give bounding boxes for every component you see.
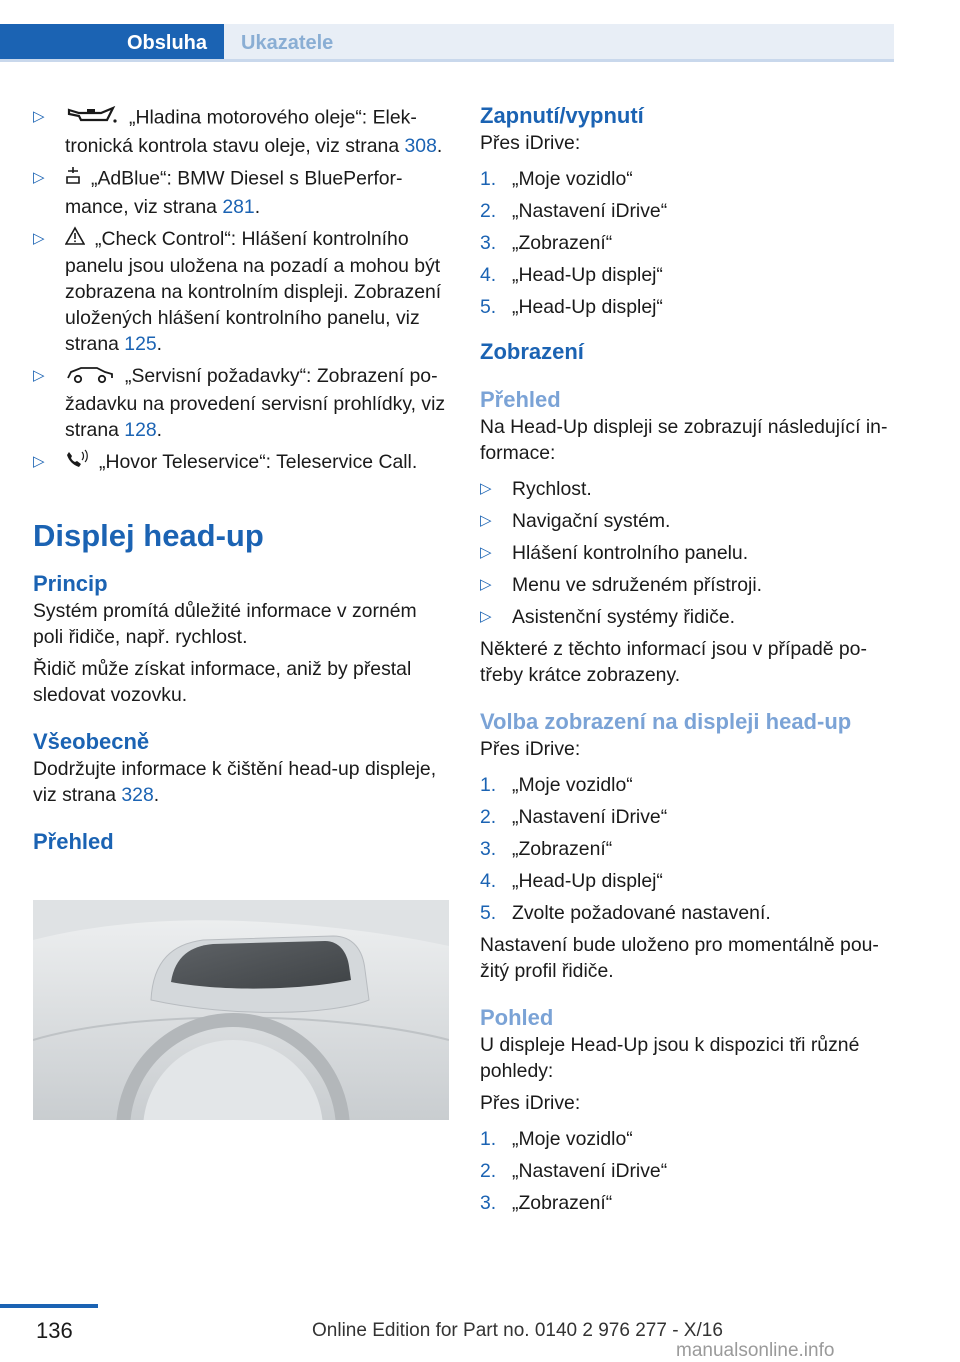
- list-item: ▷ Hlášení kontrolního panelu.: [480, 542, 749, 564]
- paragraph: Přes iDrive:: [480, 1092, 581, 1114]
- bullet-triangle-icon: ▷: [33, 108, 45, 125]
- paragraph: Na Head-Up displeji se zobrazují následující informace:: [480, 416, 888, 464]
- list-item: 5. Zvolte požadované nastavení.: [480, 902, 771, 924]
- bullet-text: „Hladina motorového oleje“: Elektronická kontrola stavu oleje, viz strana: [65, 106, 417, 157]
- list-item: ▷ Rychlost.: [480, 478, 592, 500]
- list-item: ▷ „Hladina motorového oleje“: Elektronická kontrola stavu oleje, viz strana 308.: [33, 104, 449, 159]
- header-rule: [0, 59, 894, 62]
- list-item: ▷ Asistenční systémy řidiče.: [480, 606, 736, 628]
- heading-princip: Princip: [33, 571, 108, 597]
- page-number: 136: [36, 1318, 73, 1343]
- steps-list: [480, 1126, 896, 1216]
- list-item: ▷ „Servisní požadavky“: Zobrazení požadavku na provedení servisní prohlídky, viz strana 128.: [33, 365, 446, 441]
- header-bar: [0, 0, 960, 62]
- page-reference-link[interactable]: 281: [222, 196, 255, 218]
- list-item: 2. „Nastavení iDrive“: [480, 806, 668, 828]
- list-item: 5. „Head-Up displej“: [480, 296, 663, 318]
- list-item: ▷ „Check Control“: Hlášení kontrolního panelu jsou uložena na pozadí a mohou být zobrazena na kontrolním displeji. Zobrazení uložených hlášení kontrolního panelu, viz strana 125.: [33, 228, 442, 356]
- section-title: Displej head-up: [33, 518, 264, 554]
- tab-obsluha[interactable]: Obsluha: [0, 24, 224, 62]
- list-item: 3. „Zobrazení“: [480, 232, 613, 254]
- hud-info-list: [480, 476, 896, 630]
- list-item: 4. „Head-Up displej“: [480, 870, 663, 892]
- list-item: [33, 449, 449, 476]
- phone-call-icon: [65, 449, 89, 476]
- list-item: 1. „Moje vozidlo“: [480, 168, 633, 190]
- list-item: ▷ Navigační systém.: [480, 510, 671, 532]
- head-up-display-image: [33, 900, 449, 1120]
- heading-zapnuti: Zapnutí/vypnutí: [480, 103, 644, 128]
- paragraph: Dodržujte informace k čištění head-up displeje, viz strana 328.: [33, 758, 437, 807]
- adblue-icon: [65, 165, 81, 194]
- bullet-text: „AdBlue“: BMW Diesel s BluePerformance, viz strana: [65, 167, 403, 218]
- paragraph: Systém promítá důležité informace v zorném poli řidiče, např. rychlost.: [33, 600, 417, 649]
- bullet-text: „Hovor Teleservice“: Teleservice Call.: [99, 450, 418, 473]
- list-item: 3. „Zobrazení“: [480, 1192, 613, 1214]
- heading-volba: Volba zobrazení na displeji head-up: [480, 709, 852, 734]
- bullet-triangle-icon: ▷: [33, 169, 45, 186]
- oil-can-icon: [65, 104, 119, 133]
- paragraph: Přes iDrive:: [480, 738, 581, 760]
- list-item: ▷ „AdBlue“: BMW Diesel s BluePerformance, viz strana 281.: [33, 165, 449, 220]
- tab-ukazatele[interactable]: Ukazatele: [224, 24, 894, 62]
- list-item: 4. „Head-Up displej“: [480, 264, 663, 286]
- heading-pohled: Pohled: [480, 1005, 554, 1030]
- list-item: 2. „Nastavení iDrive“: [480, 1160, 668, 1182]
- page-number-rule: [0, 1304, 98, 1308]
- list-item: 3. „Zobrazení“: [480, 838, 613, 860]
- service-car-icon: [65, 364, 115, 391]
- heading-prehled-right: Přehled: [480, 387, 561, 412]
- warning-triangle-icon: [65, 226, 85, 253]
- page-reference-link[interactable]: 328: [121, 784, 154, 807]
- bullet-text: „Servisní požadavky“: Zobrazení požadavku na provedení servisní prohlídky, viz strana: [65, 365, 446, 441]
- indicator-list: [33, 104, 449, 476]
- page-reference-link[interactable]: 308: [404, 135, 437, 157]
- list-item: 2. „Nastavení iDrive“: [480, 200, 668, 222]
- list-item: 1. „Moje vozidlo“: [480, 1128, 633, 1150]
- left-column: [33, 100, 449, 856]
- paragraph: Některé z těchto informací jsou v případě potřeby krátce zobrazeny.: [480, 638, 867, 686]
- paragraph: U displeje Head-Up jsou k dispozici tři různé pohledy:: [480, 1034, 860, 1082]
- watermark: manualsonline.info: [676, 1340, 835, 1361]
- heading-vseobecne: Všeobecně: [33, 729, 150, 755]
- bullet-triangle-icon: ▷: [33, 230, 45, 247]
- list-item: 1. „Moje vozidlo“: [480, 774, 633, 796]
- heading-prehled: Přehled: [33, 829, 114, 855]
- page-reference-link[interactable]: 125: [124, 333, 157, 356]
- bullet-triangle-icon: ▷: [33, 452, 45, 470]
- list-item: ▷ Menu ve sdruženém přístroji.: [480, 574, 763, 596]
- page-reference-link[interactable]: 128: [124, 418, 157, 441]
- steps-list: [480, 166, 896, 320]
- edition-info: Online Edition for Part no. 0140 2 976 277 - X/16: [312, 1320, 723, 1341]
- bullet-triangle-icon: ▷: [33, 367, 45, 385]
- heading-zobrazeni: Zobrazení: [480, 339, 584, 364]
- steps-list: [480, 772, 896, 926]
- bullet-text: „Check Control“: Hlášení kontrolního panelu jsou uložena na pozadí a mohou být zobrazena na kontrolním displeji. Zobrazení uložených hlášení kontrolního panelu, viz strana: [65, 228, 442, 356]
- right-column: [480, 102, 896, 1222]
- paragraph: Nastavení bude uloženo pro momentálně použitý profil řidiče.: [480, 934, 879, 982]
- paragraph: Řidič může získat informace, aniž by přestal sledovat vozovku.: [33, 658, 412, 707]
- paragraph: Přes iDrive:: [480, 132, 581, 154]
